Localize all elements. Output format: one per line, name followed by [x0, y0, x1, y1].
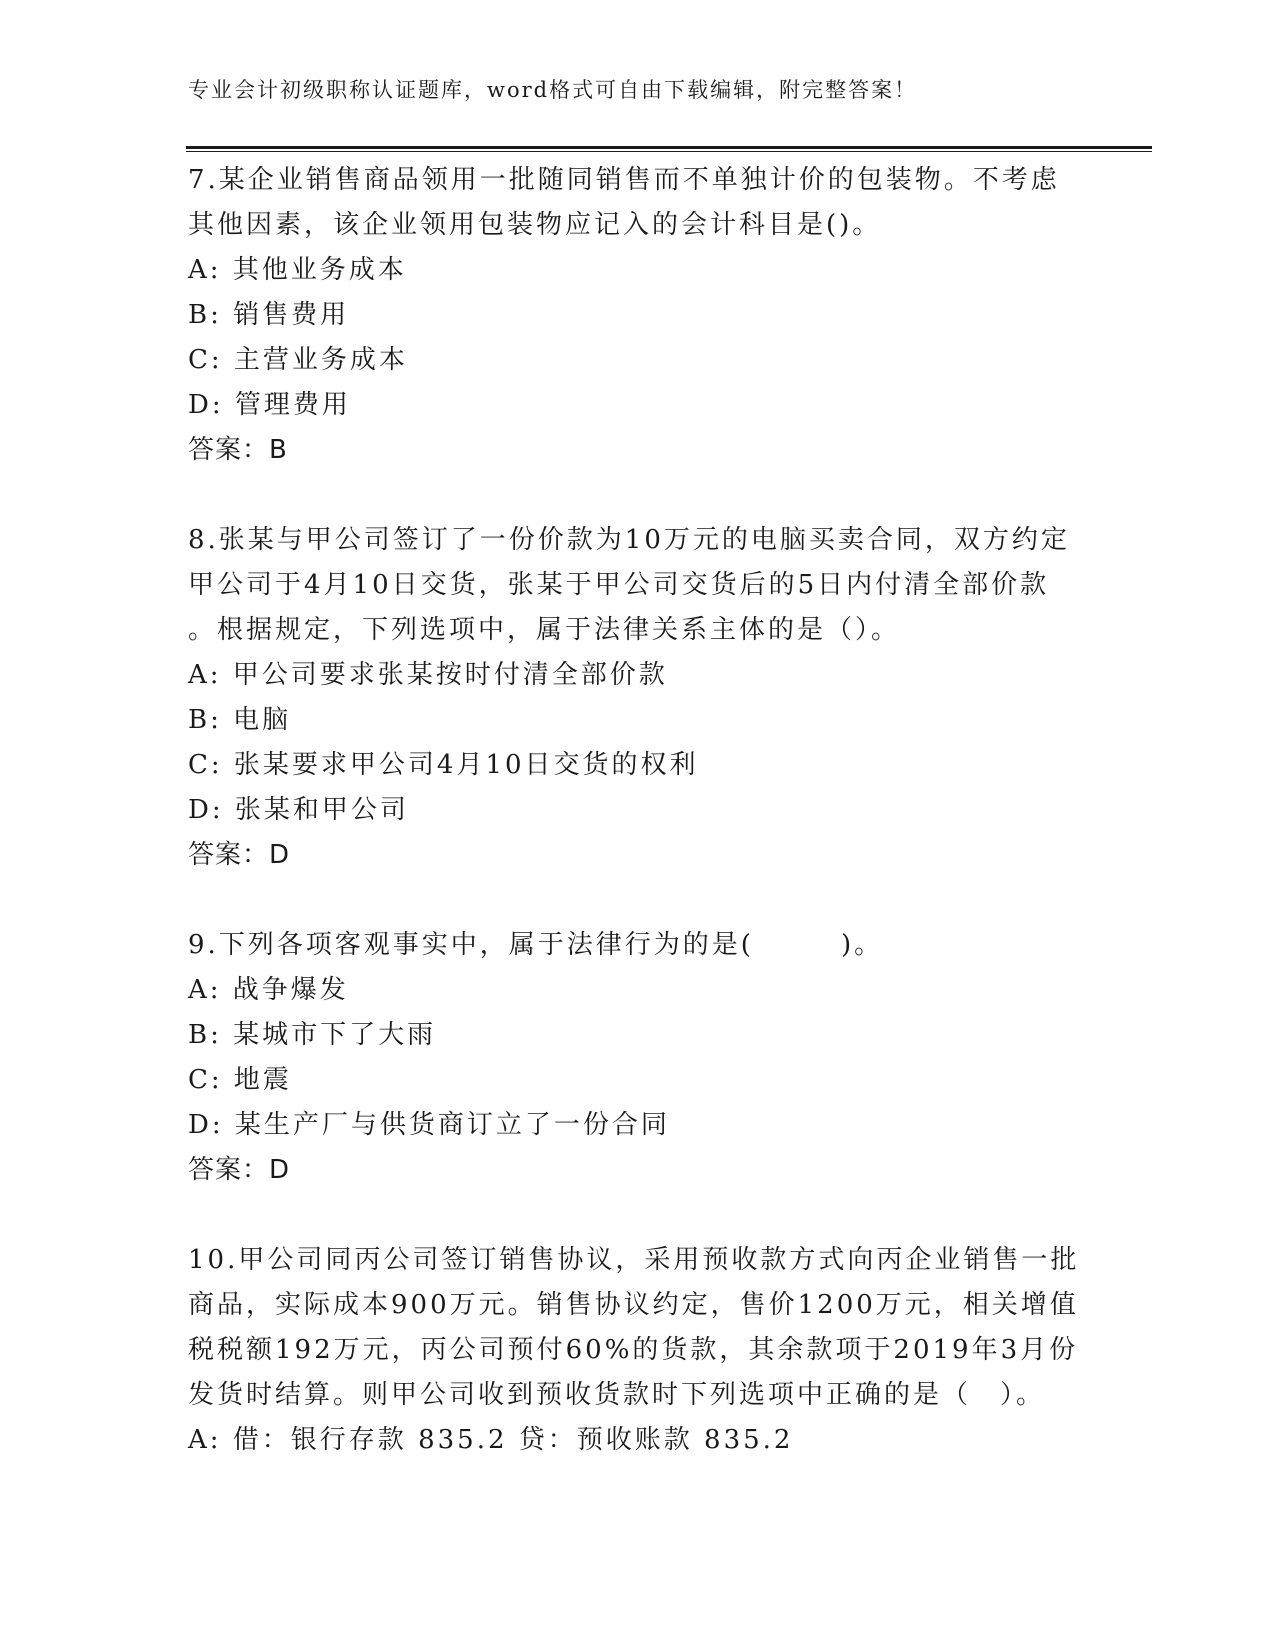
option-d: D: 管理费用 [188, 390, 351, 420]
option-a: A: 借：银行存款 835.2 贷：预收账款 835.2 [188, 1425, 794, 1455]
option-b: B: 电脑 [188, 705, 292, 735]
question-line: 10.甲公司同丙公司签订销售协议，采用预收款方式向丙企业销售一批 [188, 1245, 1080, 1275]
answer: 答案：D [188, 1155, 291, 1185]
question-line: 税税额192万元，丙公司预付60%的货款，其余款项于2019年3月份 [188, 1335, 1079, 1365]
question-list [188, 158, 1088, 1508]
question-line: 甲公司于4月10日交货，张某于甲公司交货后的5日内付清全部价款 [188, 570, 1050, 600]
option-d: D: 张某和甲公司 [188, 795, 409, 825]
option-a: A: 战争爆发 [188, 975, 349, 1005]
question-line: 其他因素，该企业领用包装物应记入的会计科目是()。 [188, 210, 882, 240]
question-line: 9.下列各项客观事实中，属于法律行为的是( )。 [188, 930, 884, 960]
question-line: 发货时结算。则甲公司收到预收货款时下列选项中正确的是（ ）。 [188, 1380, 1046, 1410]
question-10 [188, 1238, 1088, 1463]
answer: 答案：D [188, 840, 291, 870]
option-c: C: 地震 [188, 1065, 292, 1095]
header-rule-thin [186, 151, 1152, 152]
question-line: 7.某企业销售商品领用一批随同销售而不单独计价的包装物。不考虑 [188, 165, 1060, 195]
option-d: D: 某生产厂与供货商订立了一份合同 [188, 1110, 670, 1140]
header-rule-thick [186, 146, 1152, 149]
question-8 [188, 518, 1088, 878]
option-c: C: 张某要求甲公司4月10日交货的权利 [188, 750, 699, 780]
page-header: 专业会计初级职称认证题库，word格式可自由下载编辑，附完整答案！ [188, 78, 918, 102]
question-line: 。根据规定，下列选项中，属于法律关系主体的是（）。 [188, 615, 901, 645]
question-7 [188, 158, 1088, 473]
question-line: 商品，实际成本900万元。销售协议约定，售价1200万元，相关增值 [188, 1290, 1079, 1320]
option-b: B: 某城市下了大雨 [188, 1020, 437, 1050]
option-b: B: 销售费用 [188, 300, 350, 330]
question-9 [188, 923, 1088, 1193]
question-line: 8.张某与甲公司签订了一份价款为10万元的电脑买卖合同，双方约定 [188, 525, 1070, 555]
answer: 答案：B [188, 435, 288, 465]
option-c: C: 主营业务成本 [188, 345, 408, 375]
option-a: A: 甲公司要求张某按时付清全部价款 [188, 660, 668, 690]
option-a: A: 其他业务成本 [188, 255, 407, 285]
